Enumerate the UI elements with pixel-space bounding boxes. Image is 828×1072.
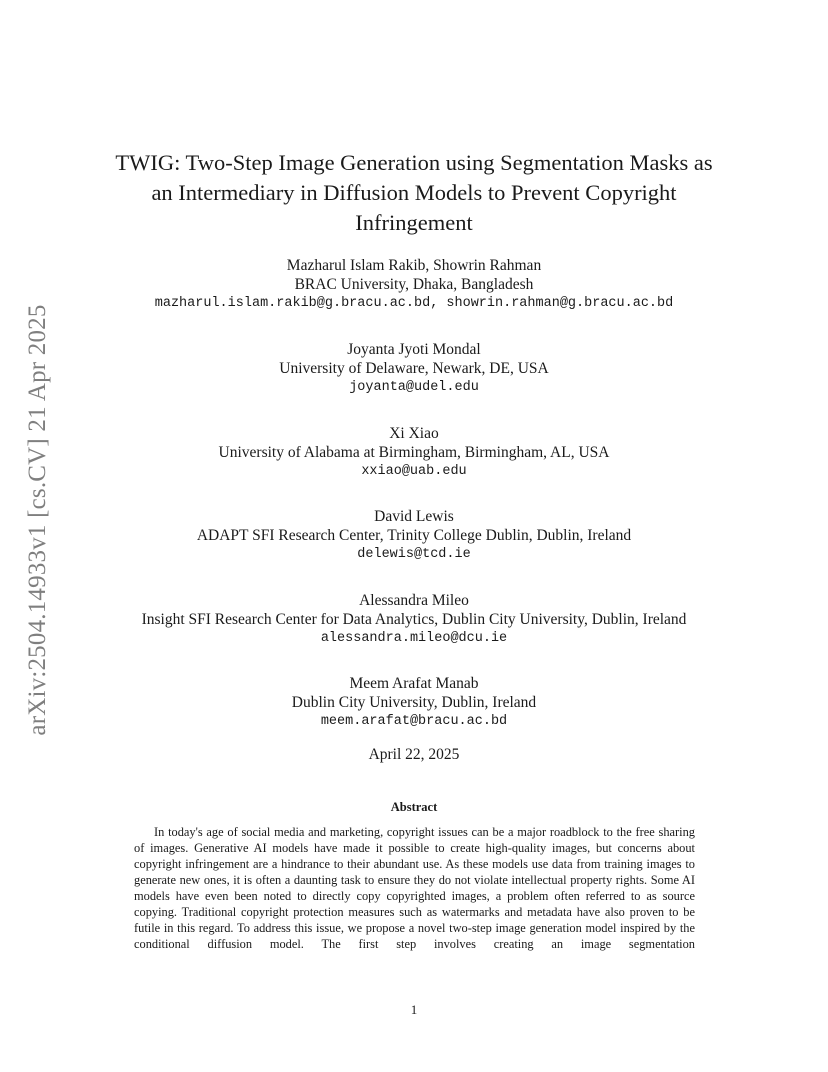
title-line: Infringement [355, 210, 473, 235]
author-block-3 [60, 424, 768, 481]
author-block-1 [60, 256, 768, 313]
author-email[interactable]: delewis@tcd.ie [357, 547, 471, 562]
author-names: Xi Xiao [389, 425, 439, 442]
abstract-text: In today's age of social media and marketing, copyright issues can be a major roadblock to the free sharing of images. Generative AI models have made it possible to create high-quality images, but concerns about copyright infringement are a hindrance to their abundant use. As these models use data from training images to generate new ones, it is often a daunting task to ensure they do not violate intellectual property rights. Some AI models have even been noted to directly copy copyrighted images, a problem often referred to as source copying. Traditional copyright protection measures such as watermarks and metadata have also proven to be futile in this regard. To address this issue, we propose a novel two-step image generation model inspired by the conditional diffusion model. The first step involves creating an image segmentation [134, 825, 695, 952]
author-affiliation: BRAC University, Dhaka, Bangladesh [294, 276, 534, 293]
author-block-6 [60, 674, 768, 731]
author-affiliation: Insight SFI Research Center for Data Analytics, Dublin City University, Dublin, Ireland [141, 611, 687, 628]
author-names: Joyanta Jyoti Mondal [347, 341, 481, 358]
author-block-4 [60, 507, 768, 564]
author-email[interactable]: mazharul.islam.rakib@g.bracu.ac.bd, showrin.rahman@g.bracu.ac.bd [154, 296, 674, 311]
author-names: Meem Arafat Manab [349, 675, 479, 692]
arxiv-identifier-stamp: arXiv:2504.14933v1 [cs.CV] 21 Apr 2025 [24, 304, 51, 736]
author-email[interactable]: joyanta@udel.edu [349, 380, 479, 395]
author-email[interactable]: alessandra.mileo@dcu.ie [320, 631, 508, 646]
page-number: 1 [410, 1002, 418, 1017]
author-names: David Lewis [374, 508, 454, 525]
title-line: TWIG: Two-Step Image Generation using Segmentation Masks as [115, 150, 713, 175]
author-block-2 [60, 340, 768, 397]
author-affiliation: University of Alabama at Birmingham, Birmingham, AL, USA [218, 444, 610, 461]
title-line: an Intermediary in Diffusion Models to Prevent Copyright [151, 180, 677, 205]
author-email[interactable]: meem.arafat@bracu.ac.bd [320, 714, 508, 729]
author-affiliation: University of Delaware, Newark, DE, USA [279, 360, 549, 377]
author-names: Mazharul Islam Rakib, Showrin Rahman [286, 257, 542, 274]
paper-title [90, 148, 738, 238]
publication-date: April 22, 2025 [368, 746, 460, 763]
abstract-heading: Abstract [390, 800, 438, 814]
author-affiliation: Dublin City University, Dublin, Ireland [291, 694, 537, 711]
author-block-5 [60, 591, 768, 648]
author-email[interactable]: xxiao@uab.edu [361, 464, 467, 479]
author-names: Alessandra Mileo [359, 592, 469, 609]
author-affiliation: ADAPT SFI Research Center, Trinity College Dublin, Dublin, Ireland [196, 527, 632, 544]
